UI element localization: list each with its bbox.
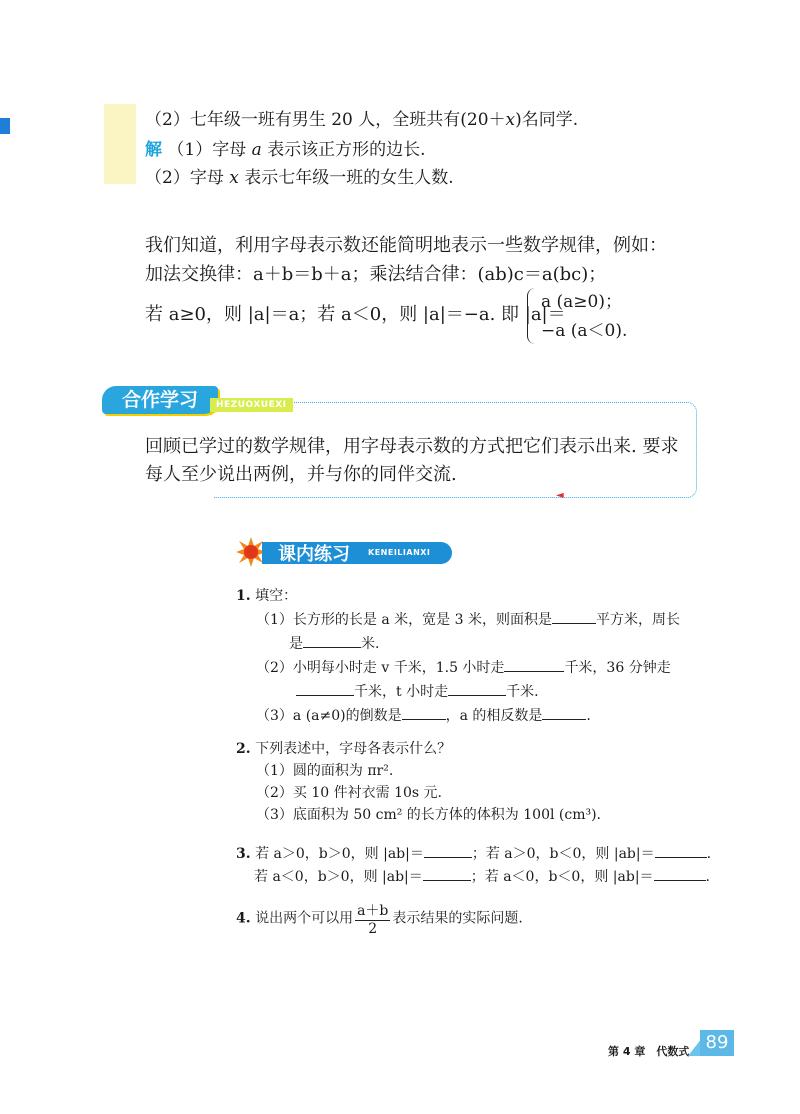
answer-blank[interactable] [402, 705, 446, 720]
answer-blank[interactable] [504, 657, 564, 672]
practice-title: 课内练习 [278, 544, 350, 565]
piecewise-case-2: −a (a＜0). [541, 321, 628, 341]
practice-subtitle: KENEILIANXI [368, 548, 431, 557]
question-4: 4. 说出两个可以用 $\frac{a+b}{2}$ 表示结果的实际问题. [236, 900, 523, 937]
example-line-2: （2）七年级一班有男生 20 人，全班共有(20＋x)名同学. [145, 110, 579, 130]
answer-blank[interactable] [655, 843, 707, 858]
arrow-left-icon: ◄ [556, 490, 564, 501]
intro-line-2: 加法交换律：a＋b＝b＋a；乘法结合律：(ab)c＝a(bc)； [145, 264, 607, 285]
cooperation-subtitle: HEZUOXUEXI [210, 398, 293, 412]
q2-part-3: （3）底面积为 50 cm² 的长方体的体积为 100l (cm³). [256, 807, 602, 823]
solution-line-1: 解 （1）字母 a 表示该正方形的边长. [145, 140, 426, 160]
page-number: 89 [700, 1030, 734, 1056]
chapter-label: 第 4 章 代数式 [608, 1045, 690, 1058]
answer-blank[interactable] [423, 866, 471, 881]
piecewise-brace [527, 288, 540, 344]
page-edge-marker [0, 118, 10, 134]
answer-blank[interactable] [448, 681, 506, 696]
answer-blank[interactable] [424, 843, 472, 858]
answer-blank[interactable] [542, 705, 586, 720]
q1-part-3: （3）a (a≠0)的倒数是 ，a 的相反数是 . [256, 705, 591, 725]
cooperation-text-1: 回顾已学过的数学规律，用字母表示数的方式把它们表示出来. 要求 [145, 436, 679, 457]
example-highlight-band [104, 104, 136, 184]
answer-blank[interactable] [552, 609, 596, 624]
solution-line-2: （2）字母 x 表示七年级一班的女生人数. [145, 168, 454, 188]
answer-blank[interactable] [303, 633, 361, 648]
solution-label: 解 [145, 140, 162, 160]
q1-part-1-line-1: （1）长方形的长是 a 米，宽是 3 米，则面积是 平方米，周长 [256, 609, 680, 629]
cooperation-text-2: 每人至少说出两例，并与你的同伴交流. [145, 464, 457, 485]
piecewise-case-1: a (a≥0)； [541, 292, 622, 312]
question-3-line-2: 若 a＜0，b＞0，则 |ab|＝ ；若 a＜0，b＜0，则 |ab|＝ . [254, 866, 710, 886]
q2-part-2: （2）买 10 件衬衣需 10s 元. [256, 785, 442, 801]
intro-line-3: 若 a≥0，则 |a|＝a；若 a＜0，则 |a|＝−a. 即 |a|＝ [145, 304, 566, 325]
fraction: $\frac{a+b}{2}$ [355, 900, 390, 937]
answer-blank[interactable] [654, 866, 706, 881]
question-2: 2. 下列表述中，字母各表示什么？ [236, 741, 452, 757]
q1-part-1-line-2: 是 米. [289, 633, 379, 653]
q1-part-2-line-1: （2）小明每小时走 v 千米，1.5 小时走 千米，36 分钟走 [256, 657, 671, 677]
q1-part-2-line-2: 千米，t 小时走 千米. [296, 681, 539, 701]
answer-blank[interactable] [296, 681, 354, 696]
question-3-line-1: 3. 若 a＞0，b＞0，则 |ab|＝ ；若 a＞0，b＜0，则 |ab|＝ . [236, 843, 711, 863]
intro-line-1: 我们知道，利用字母表示数还能简明地表示一些数学规律，例如： [145, 235, 667, 256]
cooperation-title: 合作学习 [102, 386, 218, 414]
q2-part-1: （1）圆的面积为 πr². [256, 763, 394, 779]
question-1: 1. 填空： [236, 588, 298, 604]
